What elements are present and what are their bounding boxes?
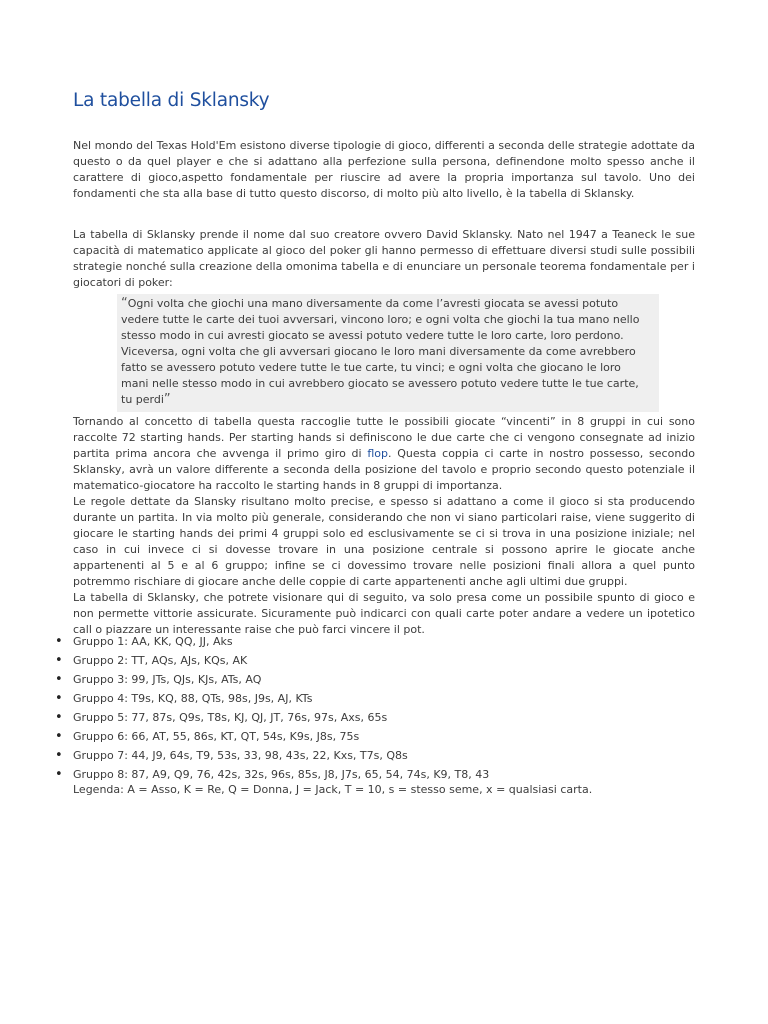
intro-paragraph: Nel mondo del Texas Hold'Em esistono diverse tipologie di gioco, differenti a seconda delle strategie adottate da questo o da quel player e che si adattano alla perfezione sulla persona, definendone molto spesso anche il carattere di gioco,aspetto fondamentale per riuscire ad avere la propria importanza sul tavolo. Uno dei fondamenti che sta alla base di tutto questo discorso, di molto più alto livello, è la tabella di Sklansky.	[73, 139, 695, 200]
bullet-icon: •	[55, 729, 63, 744]
list-item-group-4	[55, 689, 489, 708]
list-item-text: Gruppo 8: 87, A9, Q9, 76, 42s, 32s, 96s, 85s, J8, J7s, 65, 54, 74s, K9, T8, 43	[73, 768, 490, 781]
rules-paragraph: Le regole dettate da Slansky risultano molto precise, e spesso si adattano a come il gioco si sta producendo durante un partita. In via molto più generale, considerando che non vi siano particolari raise, viene suggerito di giocare le starting hands dei primi 4 gruppi solo ed esclusivamente se ci si trova in una posizione iniziale; nel caso in cui invece ci si dovesse trovare in una posizione centrale si possono aprire le giocate anche appartenenti al 5 e al 6 gruppo; infine se ci dovessimo trovare nelle posizioni finali allora a quel punto potremmo rischiare di giocare anche delle coppie di carte appartenenti anche agli ultimi due gruppi.	[73, 495, 695, 588]
quote-open-mark: “	[121, 296, 128, 311]
list-item-text: Gruppo 2: TT, AQs, AJs, KQs, AK	[73, 654, 248, 667]
theorem-blockquote	[117, 294, 659, 412]
list-item-text: Gruppo 5: 77, 87s, Q9s, T8s, KJ, QJ, JT, 76s, 97s, Axs, 65s	[73, 711, 388, 724]
explanation-text-end: . Questa coppia ci carte in nostro possesso, secondo Sklansky, avrà un valore differente a seconda della posizione del tavolo e proprio secondo questo potenziale il matematico-giocatore ha raccolto le starting hands in 8 gruppi di importanza.	[73, 447, 696, 492]
list-item-group-2	[55, 651, 489, 670]
bullet-icon: •	[55, 653, 63, 668]
list-item-text: Gruppo 1: AA, KK, QQ, JJ, Aks	[73, 635, 233, 648]
table-explanation	[73, 414, 695, 638]
list-item-text: Gruppo 7: 44, J9, 64s, T9, 53s, 33, 98, 43s, 22, Kxs, T7s, Q8s	[73, 749, 408, 762]
list-item-text: Gruppo 4: T9s, KQ, 88, QTs, 98s, J9s, AJ, KTs	[73, 692, 313, 705]
list-item-group-3	[55, 670, 489, 689]
bullet-icon: •	[55, 691, 63, 706]
visualize-paragraph: La tabella di Sklansky, che potrete visionare qui di seguito, va solo presa come un possibile spunto di gioco e non permette vittorie assicurate. Sicuramente può indicarci con quali carte poter andare a vedere un ipotetico call o piazzare un interessante raise che può farci vincere il pot.	[73, 591, 695, 636]
flop-link[interactable]: flop	[367, 447, 388, 460]
bullet-icon: •	[55, 672, 63, 687]
bullet-icon: •	[55, 710, 63, 725]
bullet-icon: •	[55, 634, 63, 649]
quote-text: Ogni volta che giochi una mano diversamente da come l’avresti giocata se avessi potuto vedere tutte le carte dei tuoi avversari, vincono loro; e ogni volta che giochi la tua mano nello stesso modo in cui avresti giocato se avessi potuto vedere tutte le loro carte, loro perdono. Viceversa, ogni volta che gli avversari giocano le loro mani diversamente da come avrebbero fatto se avessero potuto vedere tutte le tue carte, tu vinci; e ogni volta che giocano le loro mani nelle stesso modo in cui avrebbero giocato se avessero potuto vedere tutte le tue carte, tu perdi	[121, 297, 640, 406]
list-item-group-5	[55, 708, 489, 727]
groups-list	[55, 632, 490, 784]
legend-text: Legenda: A = Asso, K = Re, Q = Donna, J = Jack, T = 10, s = stesso seme, x = qualsiasi carta.	[73, 783, 593, 796]
list-item-text: Gruppo 6: 66, AT, 55, 86s, KT, QT, 54s, K9s, J8s, 75s	[73, 730, 360, 743]
sklansky-paragraph: La tabella di Sklansky prende il nome dal suo creatore ovvero David Sklansky. Nato nel 1947 a Teaneck le sue capacità di matematico applicate al gioco del poker gli hanno permesso di effettuare diversi studi sulle possibili strategie nonché sulla creazione della omonima tabella e di enunciare un personale teorema fondamentale per i giocatori di poker:	[73, 228, 695, 289]
list-item-group-6	[55, 727, 489, 746]
quote-close-mark: ”	[163, 392, 171, 407]
explanation-text-start: Tornando al concetto di tabella questa raccoglie tutte le possibili giocate “vincenti” in 8 gruppi in cui sono raccolte 72 starting hands. Per starting hands si definiscono le due carte che ci vengono consegnate ad inizio partita prima ancora che avvenga il primo giro di	[73, 415, 695, 460]
list-item-group-7	[55, 746, 489, 765]
bullet-icon: •	[55, 767, 63, 782]
bullet-icon: •	[55, 748, 63, 763]
list-item-text: Gruppo 3: 99, JTs, QJs, KJs, ATs, AQ	[73, 673, 262, 686]
list-item-group-1	[55, 632, 489, 651]
page-title: La tabella di Sklansky	[73, 90, 270, 111]
